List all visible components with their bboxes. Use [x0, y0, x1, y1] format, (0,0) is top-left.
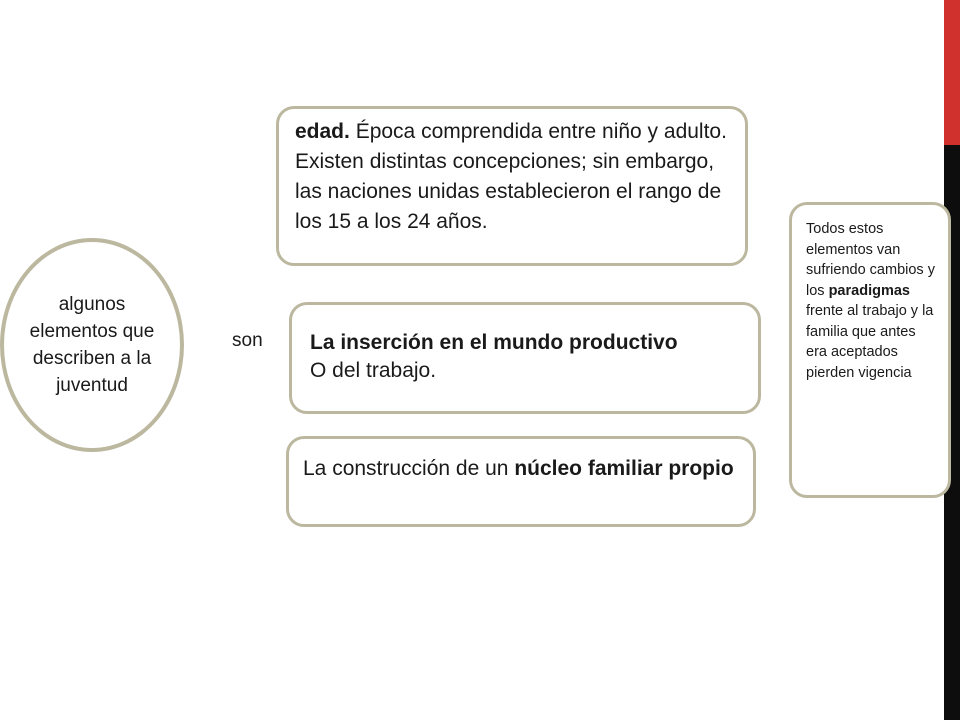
- side-note-term: paradigmas: [828, 282, 910, 299]
- side-note-text-after: frente al trabajo y la familia que antes era aceptados pierden vigencia: [806, 303, 934, 381]
- central-concept-node: [0, 238, 184, 452]
- edad-definition: Época comprendida entre niño y adulto. Existen distintas concepciones; sin embargo, las naciones unidas establecieron el rango de los 15 a los 24 años.: [295, 120, 727, 233]
- connector-label: son: [232, 330, 263, 351]
- construccion-term: núcleo familiar propio: [514, 457, 734, 480]
- insercion-term: La inserción en el mundo productivo: [310, 331, 678, 354]
- construccion-text: La construcción de un: [303, 457, 515, 480]
- concept-box-construccion: [286, 436, 756, 527]
- insercion-detail: O del trabajo.: [310, 359, 437, 382]
- side-note-box: [789, 202, 951, 498]
- central-concept-label: algunos elementos que describen a la juventud: [29, 294, 155, 396]
- accent-bar-red: [944, 0, 960, 145]
- side-note-text-before: Todos estos elementos van sufriendo cambios y los: [806, 221, 935, 299]
- concept-box-insercion: [289, 302, 761, 414]
- edad-term: edad.: [295, 120, 350, 143]
- concept-box-edad: [276, 106, 748, 266]
